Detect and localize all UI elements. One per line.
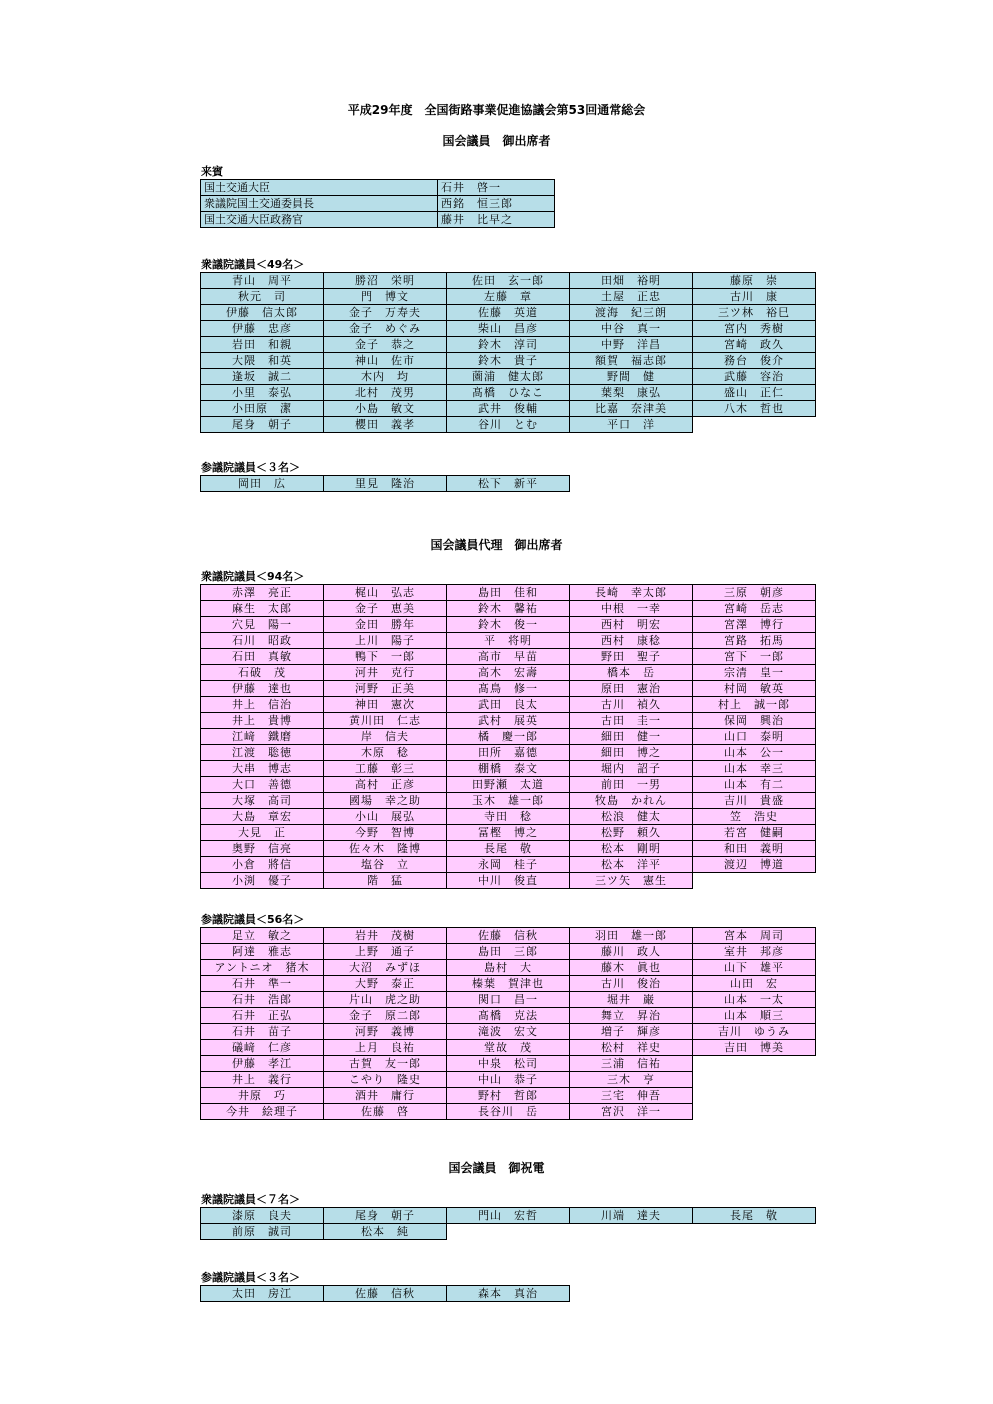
- member-row: [201, 713, 816, 729]
- member-row: [201, 417, 816, 433]
- member-name-cell: 長谷川 岳: [447, 1104, 570, 1120]
- member-row: [201, 353, 816, 369]
- member-row: [201, 369, 816, 385]
- member-name-cell: 鴨下 一郎: [324, 649, 447, 665]
- member-name-cell: 金子 恭之: [324, 337, 447, 353]
- member-name-cell: 赤澤 亮正: [201, 585, 324, 601]
- member-name-cell: 増子 輝彦: [570, 1024, 693, 1040]
- member-name-cell: 牧島 かれん: [570, 793, 693, 809]
- proxies-council-table: [200, 927, 816, 1120]
- member-name-cell: 岸 信夫: [324, 729, 447, 745]
- member-name-cell: 岩井 茂樹: [324, 928, 447, 944]
- guest-row: [201, 212, 555, 228]
- member-name-cell: 高村 正彦: [324, 777, 447, 793]
- member-name-cell: 宮内 秀樹: [693, 321, 816, 337]
- member-name-cell: 細田 健一: [570, 729, 693, 745]
- member-name-cell: 笠 浩史: [693, 809, 816, 825]
- member-name-cell: 大口 善德: [201, 777, 324, 793]
- member-name-cell: 佐々木 隆博: [324, 841, 447, 857]
- empty-cell: [693, 873, 816, 889]
- member-name-cell: 三ツ林 裕巳: [693, 305, 816, 321]
- member-row: [201, 633, 816, 649]
- member-name-cell: 工藤 彰三: [324, 761, 447, 777]
- member-name-cell: 田畑 裕明: [570, 273, 693, 289]
- member-name-cell: 岡田 広: [201, 476, 324, 492]
- member-name-cell: 伊藤 信太郎: [201, 305, 324, 321]
- member-name-cell: 井上 貴博: [201, 713, 324, 729]
- member-name-cell: 上月 良祐: [324, 1040, 447, 1056]
- member-name-cell: 佐藤 英道: [447, 305, 570, 321]
- member-name-cell: 前原 誠司: [201, 1224, 324, 1240]
- member-row: [201, 944, 816, 960]
- member-name-cell: 三ツ矢 憲生: [570, 873, 693, 889]
- member-name-cell: アントニオ 猪木: [201, 960, 324, 976]
- member-name-cell: 小山 展弘: [324, 809, 447, 825]
- member-name-cell: 今野 智博: [324, 825, 447, 841]
- guest-role: 国土交通大臣政務官: [201, 212, 438, 228]
- member-name-cell: 舞立 昇治: [570, 1008, 693, 1024]
- telegrams-house-label: 衆議院議員＜７名＞: [201, 1193, 300, 1206]
- member-name-cell: 井上 義行: [201, 1072, 324, 1088]
- member-row: [201, 960, 816, 976]
- member-name-cell: 野村 哲郎: [447, 1088, 570, 1104]
- member-name-cell: 高木 宏壽: [447, 665, 570, 681]
- member-name-cell: 橋本 岳: [570, 665, 693, 681]
- member-name-cell: 棚橋 泰文: [447, 761, 570, 777]
- member-name-cell: 金子 恵美: [324, 601, 447, 617]
- member-name-cell: 奥野 信亮: [201, 841, 324, 857]
- member-name-cell: 山田 宏: [693, 976, 816, 992]
- member-name-cell: 玉木 雄一郎: [447, 793, 570, 809]
- member-name-cell: 石井 正弘: [201, 1008, 324, 1024]
- member-name-cell: 松下 新平: [447, 476, 570, 492]
- member-name-cell: 石井 苗子: [201, 1024, 324, 1040]
- member-name-cell: 滝波 宏文: [447, 1024, 570, 1040]
- member-name-cell: 木原 稔: [324, 745, 447, 761]
- member-name-cell: 髙鳥 修一: [447, 681, 570, 697]
- member-name-cell: 関口 昌一: [447, 992, 570, 1008]
- member-name-cell: 森本 真治: [447, 1286, 570, 1302]
- member-name-cell: 八木 哲也: [693, 401, 816, 417]
- members-council-table: [200, 475, 570, 492]
- member-name-cell: 藤川 政人: [570, 944, 693, 960]
- empty-cell: [693, 1072, 816, 1088]
- member-name-cell: 片山 虎之助: [324, 992, 447, 1008]
- member-name-cell: 保岡 興治: [693, 713, 816, 729]
- member-name-cell: 大見 正: [201, 825, 324, 841]
- member-name-cell: 左藤 章: [447, 289, 570, 305]
- member-name-cell: 谷川 とむ: [447, 417, 570, 433]
- member-row: [201, 665, 816, 681]
- member-name-cell: 松浪 健太: [570, 809, 693, 825]
- member-name-cell: 佐藤 信秋: [324, 1286, 447, 1302]
- member-name-cell: 大隈 和英: [201, 353, 324, 369]
- member-name-cell: 西村 明宏: [570, 617, 693, 633]
- member-name-cell: 寺田 稔: [447, 809, 570, 825]
- member-name-cell: 山本 一太: [693, 992, 816, 1008]
- member-row: [201, 809, 816, 825]
- member-row: [201, 697, 816, 713]
- member-name-cell: 石井 準一: [201, 976, 324, 992]
- member-name-cell: 中川 俊直: [447, 873, 570, 889]
- member-row: [201, 825, 816, 841]
- empty-cell: [693, 1104, 816, 1120]
- member-name-cell: 山本 順三: [693, 1008, 816, 1024]
- member-name-cell: こやり 隆史: [324, 1072, 447, 1088]
- member-name-cell: 金子 原二郎: [324, 1008, 447, 1024]
- member-name-cell: 吉田 博美: [693, 1040, 816, 1056]
- member-name-cell: 神山 佐市: [324, 353, 447, 369]
- member-name-cell: 山本 幸三: [693, 761, 816, 777]
- member-name-cell: 江﨑 鐵磨: [201, 729, 324, 745]
- member-name-cell: 吉川 ゆうみ: [693, 1024, 816, 1040]
- member-row: [201, 649, 816, 665]
- member-name-cell: 河野 義博: [324, 1024, 447, 1040]
- member-name-cell: 長崎 幸太郎: [570, 585, 693, 601]
- member-name-cell: 宗清 皇一: [693, 665, 816, 681]
- member-name-cell: 宮沢 洋一: [570, 1104, 693, 1120]
- member-name-cell: 和田 義明: [693, 841, 816, 857]
- member-name-cell: 伊藤 孝江: [201, 1056, 324, 1072]
- member-name-cell: 階 猛: [324, 873, 447, 889]
- member-name-cell: 渡辺 博道: [693, 857, 816, 873]
- member-name-cell: 黄川田 仁志: [324, 713, 447, 729]
- member-name-cell: 藤原 崇: [693, 273, 816, 289]
- member-name-cell: 穴見 陽一: [201, 617, 324, 633]
- member-name-cell: 松本 洋平: [570, 857, 693, 873]
- member-name-cell: 井上 信治: [201, 697, 324, 713]
- member-name-cell: 松野 頼久: [570, 825, 693, 841]
- member-name-cell: 岩田 和親: [201, 337, 324, 353]
- member-name-cell: 大沼 みずほ: [324, 960, 447, 976]
- member-name-cell: 尾身 朝子: [201, 417, 324, 433]
- member-row: [201, 1286, 570, 1302]
- member-name-cell: 松本 剛明: [570, 841, 693, 857]
- member-name-cell: 中泉 松司: [447, 1056, 570, 1072]
- section-heading-proxies: 国会議員代理 御出席者: [430, 538, 563, 552]
- member-name-cell: 尾身 朝子: [324, 1208, 447, 1224]
- member-name-cell: 務台 俊介: [693, 353, 816, 369]
- member-name-cell: 宮本 周司: [693, 928, 816, 944]
- guest-name: 藤井 比早之: [438, 212, 555, 228]
- proxies-council-label: 参議院議員＜56名＞: [201, 913, 305, 926]
- member-name-cell: 宮崎 政久: [693, 337, 816, 353]
- member-row: [201, 273, 816, 289]
- member-name-cell: 西村 康稔: [570, 633, 693, 649]
- member-name-cell: 山下 雄平: [693, 960, 816, 976]
- member-name-cell: 鈴木 貴子: [447, 353, 570, 369]
- member-name-cell: 古賀 友一郎: [324, 1056, 447, 1072]
- member-name-cell: 古川 禎久: [570, 697, 693, 713]
- member-row: [201, 585, 816, 601]
- member-row: [201, 1008, 816, 1024]
- member-row: [201, 793, 816, 809]
- member-name-cell: 髙橋 克法: [447, 1008, 570, 1024]
- members-house-table: [200, 272, 816, 433]
- member-name-cell: 若宮 健嗣: [693, 825, 816, 841]
- member-name-cell: 中根 一幸: [570, 601, 693, 617]
- member-name-cell: 伊藤 忠彦: [201, 321, 324, 337]
- telegrams-house-table: [200, 1207, 816, 1240]
- member-name-cell: 島田 佳和: [447, 585, 570, 601]
- member-name-cell: 河野 正美: [324, 681, 447, 697]
- member-row: [201, 1104, 816, 1120]
- member-name-cell: 小田原 潔: [201, 401, 324, 417]
- member-name-cell: 榛葉 賀津也: [447, 976, 570, 992]
- empty-cell: [693, 1056, 816, 1072]
- member-name-cell: 酒井 庸行: [324, 1088, 447, 1104]
- member-name-cell: 礒﨑 仁彦: [201, 1040, 324, 1056]
- member-name-cell: 櫻田 義孝: [324, 417, 447, 433]
- member-name-cell: 冨樫 博之: [447, 825, 570, 841]
- member-name-cell: 足立 敏之: [201, 928, 324, 944]
- telegrams-council-table: [200, 1285, 570, 1302]
- member-row: [201, 1024, 816, 1040]
- member-row: [201, 1224, 816, 1240]
- member-name-cell: 武藤 容治: [693, 369, 816, 385]
- member-name-cell: 小渕 優子: [201, 873, 324, 889]
- members-house-label: 衆議院議員＜49名＞: [201, 258, 305, 271]
- member-name-cell: 細田 博之: [570, 745, 693, 761]
- member-name-cell: 佐藤 信秋: [447, 928, 570, 944]
- member-name-cell: 井原 巧: [201, 1088, 324, 1104]
- member-name-cell: 門山 宏哲: [447, 1208, 570, 1224]
- member-name-cell: 島村 大: [447, 960, 570, 976]
- member-name-cell: 武村 展英: [447, 713, 570, 729]
- member-name-cell: 前田 一男: [570, 777, 693, 793]
- member-row: [201, 1088, 816, 1104]
- member-name-cell: 村上 誠一郎: [693, 697, 816, 713]
- page-title: 平成29年度 全国街路事業促進協議会第53回通常総会: [347, 103, 646, 117]
- member-name-cell: 吉川 貴盛: [693, 793, 816, 809]
- member-name-cell: 室井 邦彦: [693, 944, 816, 960]
- member-name-cell: 三浦 信祐: [570, 1056, 693, 1072]
- member-name-cell: 北村 茂男: [324, 385, 447, 401]
- member-name-cell: 今井 絵理子: [201, 1104, 324, 1120]
- member-name-cell: 古川 康: [693, 289, 816, 305]
- member-name-cell: 原田 憲治: [570, 681, 693, 697]
- guest-name: 石井 啓一: [438, 180, 555, 196]
- member-row: [201, 601, 816, 617]
- member-row: [201, 745, 816, 761]
- member-name-cell: 平口 洋: [570, 417, 693, 433]
- member-row: [201, 401, 816, 417]
- member-name-cell: 中野 洋昌: [570, 337, 693, 353]
- member-row: [201, 1208, 816, 1224]
- member-name-cell: 神田 憲次: [324, 697, 447, 713]
- member-row: [201, 321, 816, 337]
- proxies-house-table: [200, 584, 816, 889]
- member-name-cell: 山口 泰明: [693, 729, 816, 745]
- member-name-cell: 中山 恭子: [447, 1072, 570, 1088]
- member-name-cell: 古川 俊治: [570, 976, 693, 992]
- member-name-cell: 逢坂 誠二: [201, 369, 324, 385]
- member-name-cell: 額賀 福志郎: [570, 353, 693, 369]
- member-name-cell: 山本 有二: [693, 777, 816, 793]
- member-name-cell: 塩谷 立: [324, 857, 447, 873]
- member-name-cell: 野田 聖子: [570, 649, 693, 665]
- member-name-cell: 堀井 巌: [570, 992, 693, 1008]
- member-name-cell: 長尾 敬: [693, 1208, 816, 1224]
- member-name-cell: 門 博文: [324, 289, 447, 305]
- member-name-cell: 藤木 眞也: [570, 960, 693, 976]
- member-name-cell: 石井 浩郎: [201, 992, 324, 1008]
- member-name-cell: 橘 慶一郎: [447, 729, 570, 745]
- member-name-cell: 盛山 正仁: [693, 385, 816, 401]
- empty-cell: [447, 1224, 570, 1240]
- member-row: [201, 305, 816, 321]
- member-name-cell: 江渡 聡徳: [201, 745, 324, 761]
- member-name-cell: 武井 俊輔: [447, 401, 570, 417]
- member-row: [201, 476, 570, 492]
- member-name-cell: 柴山 昌彦: [447, 321, 570, 337]
- empty-cell: [693, 1224, 816, 1240]
- members-council-label: 参議院議員＜３名＞: [201, 461, 300, 474]
- guest-row: [201, 180, 555, 196]
- member-row: [201, 1040, 816, 1056]
- member-name-cell: 島田 三郎: [447, 944, 570, 960]
- member-row: [201, 777, 816, 793]
- member-row: [201, 761, 816, 777]
- member-name-cell: 野間 健: [570, 369, 693, 385]
- member-name-cell: 田所 嘉德: [447, 745, 570, 761]
- member-name-cell: 秋元 司: [201, 289, 324, 305]
- member-name-cell: 大島 章宏: [201, 809, 324, 825]
- member-name-cell: 伊藤 達也: [201, 681, 324, 697]
- member-name-cell: 比嘉 奈津美: [570, 401, 693, 417]
- member-name-cell: 青山 周平: [201, 273, 324, 289]
- member-name-cell: 髙橋 ひなこ: [447, 385, 570, 401]
- member-name-cell: 佐田 玄一郎: [447, 273, 570, 289]
- member-name-cell: 田野瀬 太道: [447, 777, 570, 793]
- member-name-cell: 村岡 敏英: [693, 681, 816, 697]
- member-name-cell: 阿達 雅志: [201, 944, 324, 960]
- member-name-cell: 佐藤 啓: [324, 1104, 447, 1120]
- member-name-cell: 鈴木 俊一: [447, 617, 570, 633]
- member-name-cell: 上川 陽子: [324, 633, 447, 649]
- member-name-cell: 宮下 一郎: [693, 649, 816, 665]
- member-name-cell: 麻生 太郎: [201, 601, 324, 617]
- empty-cell: [693, 1088, 816, 1104]
- section-heading-telegrams: 国会議員 御祝電: [448, 1161, 545, 1175]
- guests-label: 来賓: [201, 165, 223, 178]
- member-name-cell: 國場 幸之助: [324, 793, 447, 809]
- member-name-cell: 三木 亨: [570, 1072, 693, 1088]
- empty-cell: [693, 417, 816, 433]
- member-name-cell: 小島 敏文: [324, 401, 447, 417]
- section-heading-members: 国会議員 御出席者: [442, 134, 551, 148]
- member-name-cell: 石田 真敏: [201, 649, 324, 665]
- member-name-cell: 大野 泰正: [324, 976, 447, 992]
- telegrams-council-label: 参議院議員＜３名＞: [201, 1271, 300, 1284]
- member-name-cell: 川端 達夫: [570, 1208, 693, 1224]
- guest-row: [201, 196, 555, 212]
- member-name-cell: 土屋 正忠: [570, 289, 693, 305]
- member-name-cell: 大塚 高司: [201, 793, 324, 809]
- member-name-cell: 河井 克行: [324, 665, 447, 681]
- member-name-cell: 高市 早苗: [447, 649, 570, 665]
- member-row: [201, 385, 816, 401]
- member-row: [201, 337, 816, 353]
- member-name-cell: 金田 勝年: [324, 617, 447, 633]
- member-name-cell: 宮路 拓馬: [693, 633, 816, 649]
- member-name-cell: 小倉 將信: [201, 857, 324, 873]
- member-name-cell: 堂故 茂: [447, 1040, 570, 1056]
- member-name-cell: 羽田 雄一郎: [570, 928, 693, 944]
- member-name-cell: 葉梨 康弘: [570, 385, 693, 401]
- member-name-cell: 金子 めぐみ: [324, 321, 447, 337]
- member-name-cell: 山本 公一: [693, 745, 816, 761]
- member-row: [201, 729, 816, 745]
- member-name-cell: 鈴木 淳司: [447, 337, 570, 353]
- guests-table: [200, 179, 555, 228]
- member-name-cell: 武田 良太: [447, 697, 570, 713]
- member-name-cell: 古田 圭一: [570, 713, 693, 729]
- member-row: [201, 857, 816, 873]
- member-name-cell: 中谷 真一: [570, 321, 693, 337]
- member-name-cell: 上野 通子: [324, 944, 447, 960]
- member-row: [201, 1072, 816, 1088]
- proxies-house-label: 衆議院議員＜94名＞: [201, 570, 305, 583]
- member-name-cell: 漆原 良夫: [201, 1208, 324, 1224]
- member-name-cell: 松本 純: [324, 1224, 447, 1240]
- member-name-cell: 永岡 桂子: [447, 857, 570, 873]
- guest-name: 西銘 恒三郎: [438, 196, 555, 212]
- member-name-cell: 木内 均: [324, 369, 447, 385]
- member-row: [201, 873, 816, 889]
- member-name-cell: 太田 房江: [201, 1286, 324, 1302]
- guest-role: 衆議院国土交通委員長: [201, 196, 438, 212]
- member-name-cell: 大串 博志: [201, 761, 324, 777]
- member-row: [201, 841, 816, 857]
- member-name-cell: 平 将明: [447, 633, 570, 649]
- member-row: [201, 289, 816, 305]
- member-row: [201, 617, 816, 633]
- member-name-cell: 石破 茂: [201, 665, 324, 681]
- member-name-cell: 梶山 弘志: [324, 585, 447, 601]
- member-name-cell: 宮澤 博行: [693, 617, 816, 633]
- member-row: [201, 681, 816, 697]
- member-name-cell: 鈴木 馨祐: [447, 601, 570, 617]
- member-name-cell: 石川 昭政: [201, 633, 324, 649]
- guest-role: 国土交通大臣: [201, 180, 438, 196]
- member-name-cell: 宮崎 岳志: [693, 601, 816, 617]
- member-name-cell: 松村 祥史: [570, 1040, 693, 1056]
- member-name-cell: 三原 朝彦: [693, 585, 816, 601]
- empty-cell: [570, 1224, 693, 1240]
- member-name-cell: 渡海 紀三朗: [570, 305, 693, 321]
- member-name-cell: 薗浦 健太郎: [447, 369, 570, 385]
- member-row: [201, 976, 816, 992]
- member-name-cell: 長尾 敬: [447, 841, 570, 857]
- member-name-cell: 三宅 伸吾: [570, 1088, 693, 1104]
- member-name-cell: 小里 泰弘: [201, 385, 324, 401]
- member-row: [201, 992, 816, 1008]
- member-name-cell: 里見 隆治: [324, 476, 447, 492]
- member-name-cell: 金子 万寿夫: [324, 305, 447, 321]
- member-name-cell: 勝沼 栄明: [324, 273, 447, 289]
- member-row: [201, 928, 816, 944]
- member-name-cell: 堀内 詔子: [570, 761, 693, 777]
- member-row: [201, 1056, 816, 1072]
